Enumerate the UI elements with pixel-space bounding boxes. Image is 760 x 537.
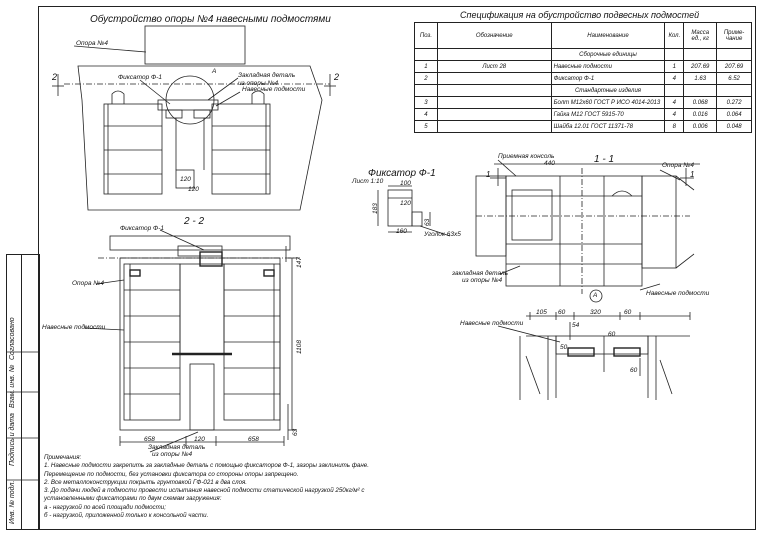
spec-header-oboz: Обозначение bbox=[437, 23, 551, 49]
label-mark-a2: А bbox=[593, 292, 598, 299]
cell-note: 6.52 bbox=[717, 73, 752, 85]
note-1b: Перемещение по подмости, без установки фиксатора со стороны опоры запрещено. bbox=[44, 470, 299, 478]
cell-oboz bbox=[437, 109, 551, 121]
dim-60-d: 60 bbox=[630, 367, 638, 374]
note-3c: а - нагрузкой по всей площади подмости; bbox=[44, 503, 166, 511]
cell-qty: 4 bbox=[665, 73, 684, 85]
spec-header-mass: Масса ед., кг bbox=[684, 23, 717, 49]
cell-name: Фиксатор Ф-1 bbox=[551, 73, 665, 85]
label-navesnye-c: Навесные подмости bbox=[646, 290, 710, 297]
notes-heading: Примечания: bbox=[44, 454, 82, 461]
dim-120-d: 120 bbox=[400, 200, 411, 207]
note-1: 1. Навесные подмости закрепить за закладные деталь с помощью фиксаторов Ф-1, зазоры заклинить фане. bbox=[44, 462, 369, 470]
label-opora4-c: Опора №4 bbox=[662, 162, 694, 169]
label-ugolok: Уголок 63х5 bbox=[424, 231, 461, 238]
cell-pos: 1 bbox=[415, 61, 438, 73]
label-zaklad-3: Закладная деталь bbox=[148, 444, 206, 451]
cell-note: 0.064 bbox=[717, 109, 752, 121]
dim-63: 63 bbox=[292, 428, 299, 436]
dim-50: 50 bbox=[560, 344, 568, 351]
cell-pos: 3 bbox=[415, 97, 438, 109]
spec-header-name: Наименование bbox=[551, 23, 665, 49]
table-row bbox=[415, 85, 752, 97]
label-zaklad-6: из опоры №4 bbox=[462, 277, 503, 284]
stamp-inv-label: Инв. № подл. bbox=[9, 480, 16, 524]
label-opora4: Опора №4 bbox=[76, 40, 108, 47]
label-opora4-b: Опора №4 bbox=[72, 280, 104, 287]
cell-mass: 207.69 bbox=[684, 61, 717, 73]
spec-header-qty: Кол. bbox=[665, 23, 684, 49]
label-section-2-right: 2 bbox=[334, 72, 340, 82]
dim-120-b: 120 bbox=[188, 186, 199, 193]
dim-54: 54 bbox=[572, 322, 580, 329]
stamp-agreed-label: Согласовано bbox=[9, 317, 16, 360]
cell-pos: 5 bbox=[415, 121, 438, 133]
label-section-1-right: 1 bbox=[690, 170, 695, 179]
main-title: Обустройство опоры №4 навесными подмостями bbox=[90, 14, 331, 25]
cell-note: 0.048 bbox=[717, 121, 752, 133]
pier-cap bbox=[145, 26, 245, 64]
label-fixator: Фиксатор Ф-1 bbox=[118, 74, 162, 81]
cell-pos: 2 bbox=[415, 73, 438, 85]
dim-105: 105 bbox=[536, 309, 547, 316]
note-3: 3. До подачи людей в подмости провести испытания навесной подмости статической нагрузкой 250кг/м² с bbox=[44, 487, 365, 495]
note-2: 2. Все металлоконструкции покрыть грунтовкой ГФ-021 в два слоя. bbox=[44, 478, 247, 486]
spec-group-2: Стандартные изделия bbox=[551, 85, 665, 97]
label-section-2-left: 2 bbox=[52, 72, 58, 82]
label-zaklad-4: из опоры №4 bbox=[152, 451, 193, 458]
label-priemnaya: Приемная консоль bbox=[498, 153, 555, 160]
dim-100: 100 bbox=[400, 180, 411, 187]
cell-note: 0.272 bbox=[717, 97, 752, 109]
cell-mass: 0.068 bbox=[684, 97, 717, 109]
table-row bbox=[415, 121, 752, 133]
label-fixator-b: Фиксатор Ф-1 bbox=[120, 225, 164, 232]
cell-pos: 4 bbox=[415, 109, 438, 121]
cell-name: Навесные подмости bbox=[551, 61, 665, 73]
dim-658-a: 658 bbox=[144, 436, 155, 443]
label-section-1-left: 1 bbox=[486, 170, 491, 179]
dim-160: 160 bbox=[396, 228, 407, 235]
cell-qty: 8 bbox=[665, 121, 684, 133]
cell-mass: 1.63 bbox=[684, 73, 717, 85]
dim-60-c: 60 bbox=[608, 331, 616, 338]
cell-name: Болт М12х60 ГОСТ Р ИСО 4014-2013 bbox=[551, 97, 665, 109]
dim-658-b: 658 bbox=[248, 436, 259, 443]
cell-oboz bbox=[437, 73, 551, 85]
spec-header-pos: Поз. bbox=[415, 23, 438, 49]
dim-60-b: 60 bbox=[624, 309, 632, 316]
stamp-replace-label: Взам. инв. № bbox=[9, 364, 16, 408]
dim-60-a: 60 bbox=[558, 309, 566, 316]
cell-name: Гайка М12 ГОСТ 5915-70 bbox=[551, 109, 665, 121]
cell-oboz bbox=[437, 97, 551, 109]
notes-block bbox=[44, 454, 384, 520]
dim-120-a: 120 bbox=[180, 176, 191, 183]
label-navesnye-d: Навесные подмости bbox=[460, 320, 524, 327]
table-row bbox=[415, 61, 752, 73]
cell-mass: 0.016 bbox=[684, 109, 717, 121]
spec-title: Спецификация на обустройство подвесных подмостей bbox=[460, 10, 700, 20]
stamp-sign-label: Подпись и дата bbox=[9, 413, 16, 466]
table-row bbox=[415, 49, 752, 61]
cell-qty: 1 bbox=[665, 61, 684, 73]
spec-group-1: Сборочные единицы bbox=[551, 49, 665, 61]
label-navesnye: Навесные подмости bbox=[242, 86, 306, 93]
label-navesnye-b: Навесные подмости bbox=[42, 324, 106, 331]
table-row bbox=[415, 109, 752, 121]
label-zaklad-5: закладная деталь bbox=[452, 270, 509, 277]
dim-147: 147 bbox=[296, 257, 303, 268]
cell-oboz: Лист 28 bbox=[437, 61, 551, 73]
cell-qty: 4 bbox=[665, 97, 684, 109]
cell-oboz bbox=[437, 121, 551, 133]
cell-name: Шайба 12.01 ГОСТ 11371-78 bbox=[551, 121, 665, 133]
dim-440: 440 bbox=[544, 160, 555, 167]
cell-qty: 4 bbox=[665, 109, 684, 121]
dim-120-c: 120 bbox=[194, 436, 205, 443]
dim-183: 183 bbox=[372, 203, 379, 214]
section-22-title: 2 - 2 bbox=[184, 216, 205, 227]
spec-table bbox=[414, 22, 752, 133]
table-row bbox=[415, 97, 752, 109]
dim-63-b: 63 bbox=[424, 218, 431, 226]
label-zaklad-2: из опоры №4 bbox=[238, 80, 279, 87]
spec-header-note: Приме-чание bbox=[717, 23, 752, 49]
label-mark-a: А bbox=[212, 68, 217, 75]
note-3d: б - нагрузкой, приложенной только к консольной части. bbox=[44, 512, 209, 520]
fixator-scale: Лист 1:10 bbox=[352, 178, 384, 185]
dim-1108: 1108 bbox=[296, 340, 303, 354]
section-11-title: 1 - 1 bbox=[594, 154, 615, 165]
label-zaklad-1: Закладная деталь bbox=[238, 72, 296, 79]
note-3b: установленными фиксаторами по двум схемам загружения: bbox=[44, 495, 222, 503]
cell-mass: 0.006 bbox=[684, 121, 717, 133]
dim-320: 320 bbox=[590, 309, 601, 316]
table-row bbox=[415, 73, 752, 85]
fixator-title: Фиксатор Ф-1 bbox=[368, 168, 436, 179]
cell-note: 207.69 bbox=[717, 61, 752, 73]
